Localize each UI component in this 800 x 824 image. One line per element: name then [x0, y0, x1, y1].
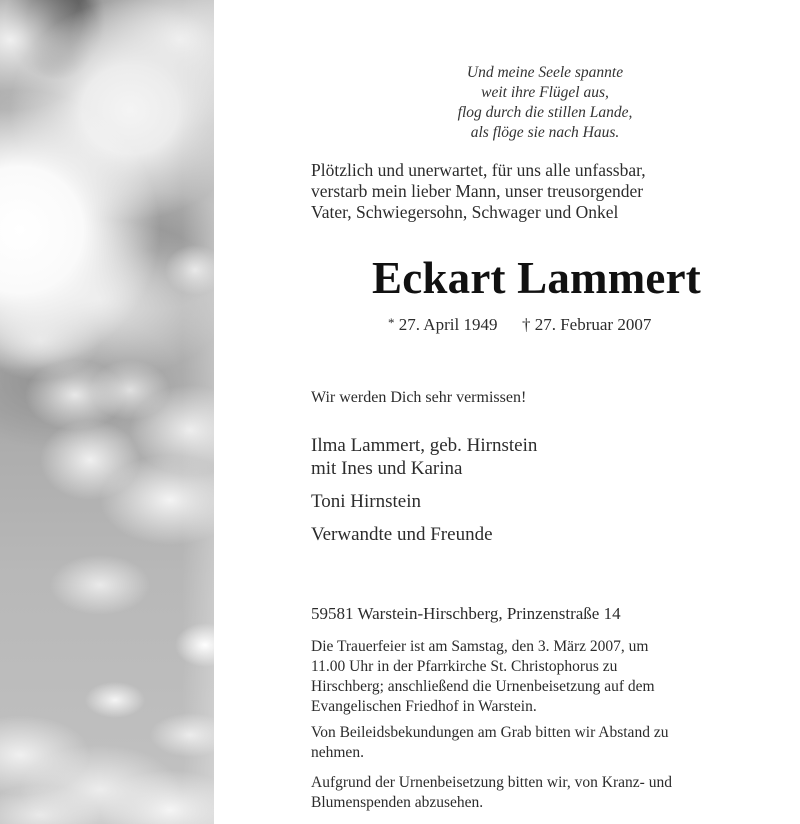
family-address: 59581 Warstein-Hirschberg, Prinzenstraße 14: [311, 604, 621, 623]
ceremony-info: [311, 637, 655, 717]
mourner-group: [311, 434, 537, 480]
mourner-group: [311, 523, 537, 546]
mourner-group: [311, 490, 537, 513]
intro-line: Vater, Schwiegersohn, Schwager und Onkel: [311, 202, 619, 222]
mourner-line: Ilma Lammert, geb. Hirnstein: [311, 435, 538, 456]
flowers-line: Aufgrund der Urnenbeisetzung bitten wir, von Kranz- und: [311, 774, 672, 791]
ceremony-line: Evangelischen Friedhof in Warstein.: [311, 698, 537, 715]
death-date: 27. Februar 2007: [534, 315, 652, 334]
intro-line: Plötzlich und unerwartet, für uns alle unfassbar,: [311, 160, 646, 180]
mourner-line: Verwandte und Freunde: [311, 524, 493, 545]
condolence-note: [311, 723, 668, 763]
ceremony-line: Die Trauerfeier ist am Samstag, den 3. März 2007, um: [311, 638, 649, 655]
birth-date: 27. April 1949: [398, 315, 498, 334]
life-dates: [388, 312, 651, 336]
mourner-line: mit Ines und Karina: [311, 458, 463, 479]
mourner-line: Toni Hirnstein: [311, 491, 422, 512]
condolence-line: nehmen.: [311, 744, 364, 761]
death-symbol-icon: †: [521, 315, 531, 334]
poem-line: Und meine Seele spannte: [466, 64, 624, 81]
flowers-note: [311, 773, 672, 813]
mourners-list: [311, 434, 537, 556]
deceased-name: Eckart Lammert: [372, 253, 701, 303]
condolence-line: Von Beileidsbekundungen am Grab bitten wir Abstand zu: [311, 724, 669, 741]
farewell-line: Wir werden Dich sehr vermissen!: [311, 389, 527, 406]
poem-line: als flöge sie nach Haus.: [470, 124, 620, 141]
intro-text: [311, 160, 646, 223]
birth-symbol-icon: *: [388, 315, 395, 330]
ceremony-line: 11.00 Uhr in der Pfarrkirche St. Christophorus zu: [311, 658, 618, 675]
poem-line: weit ihre Flügel aus,: [481, 84, 609, 101]
image-edge-fade: [0, 0, 214, 824]
ceremony-line: Hirschberg; anschließend die Urnenbeisetzung auf dem: [311, 678, 655, 695]
intro-line: verstarb mein lieber Mann, unser treusorgender: [311, 181, 644, 201]
poem: [400, 63, 690, 143]
cloud-sky-image: [0, 0, 214, 824]
poem-line: flog durch die stillen Lande,: [457, 104, 633, 121]
flowers-line: Blumenspenden abzusehen.: [311, 794, 484, 811]
